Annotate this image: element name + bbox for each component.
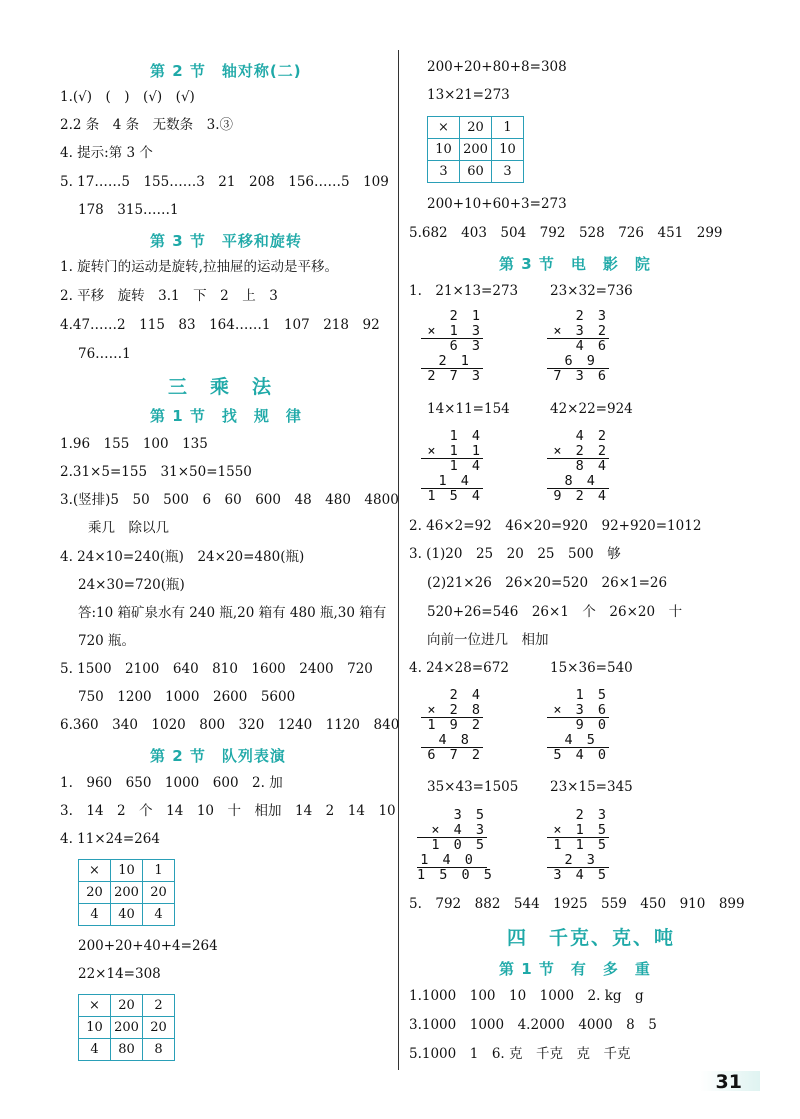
vm-row: 1 4 xyxy=(438,472,483,489)
vm-row: 1 5 0 5 xyxy=(417,867,495,883)
vm-row: 6 9 xyxy=(564,352,609,369)
vm-row: × 2 2 xyxy=(553,442,609,459)
grid-cell: 20 xyxy=(79,882,111,904)
vertical-multiplication xyxy=(421,688,483,763)
answer-line: 720 瓶。 xyxy=(78,633,136,649)
grid-cell: 20 xyxy=(143,1017,175,1039)
vm-row: × 4 3 xyxy=(431,821,487,838)
vm-row: 2 3 xyxy=(575,308,609,324)
answer-line: 2. 平移 旋转 3.1 下 2 上 3 xyxy=(60,288,278,304)
grid-cell: 2 xyxy=(143,995,175,1017)
grid-cell: × xyxy=(79,995,111,1017)
grid-cell: 20 xyxy=(460,117,492,139)
answer-line: 3. (1)20 25 20 25 500 够 xyxy=(409,546,621,562)
section-heading: 第 3 节 电 影 院 xyxy=(499,255,651,273)
vm-row: 1 4 xyxy=(449,428,483,444)
answer-line: 14×11=154 xyxy=(427,401,510,417)
answer-line: 答:10 箱矿泉水有 240 瓶,20 箱有 480 瓶,30 箱有 xyxy=(78,605,387,621)
answer-line: (2)21×26 26×20=520 26×1=26 xyxy=(427,575,668,591)
vm-row: 1 1 5 xyxy=(553,837,609,853)
answer-line: 2. 46×2=92 46×20=920 92+920=1012 xyxy=(409,518,702,534)
vm-row: × 1 5 xyxy=(553,821,609,838)
answer-line: 1. 旋转门的运动是旋转,拉抽屉的运动是平移。 xyxy=(60,259,338,275)
answer-line: 5.682 403 504 792 528 726 451 299 xyxy=(409,225,723,241)
grid-cell: 20 xyxy=(111,995,143,1017)
vertical-multiplication xyxy=(547,808,609,883)
answer-line: 1. 21×13=273 xyxy=(409,283,519,299)
answer-line: 5. 17……5 155……3 21 208 156……5 109 xyxy=(60,174,389,190)
grid-cell: 200 xyxy=(111,1017,143,1039)
vm-row: 1 5 xyxy=(575,687,609,703)
vm-row: 2 7 3 xyxy=(427,368,483,384)
chapter-heading: 三 乘 法 xyxy=(168,376,274,398)
answer-line: 3.1000 1000 4.2000 4000 8 5 xyxy=(409,1017,657,1033)
grid-cell: 1 xyxy=(492,117,524,139)
vm-row: 4 6 xyxy=(575,338,609,354)
multiplication-grid xyxy=(427,116,524,183)
grid-cell: 4 xyxy=(79,904,111,926)
section-heading: 第 1 节 找 规 律 xyxy=(150,407,302,425)
grid-cell: 10 xyxy=(492,139,524,161)
multiplication-grid xyxy=(78,994,175,1061)
page-number: 31 xyxy=(715,1071,742,1093)
answer-line: 3.(竖排)5 50 500 6 60 600 48 480 4800 xyxy=(60,492,399,508)
grid-cell: 20 xyxy=(143,882,175,904)
answer-line: 4. 提示:第 3 个 xyxy=(60,145,153,161)
answer-line: 5.1000 1 6. 克 千克 克 千克 xyxy=(409,1046,631,1062)
chapter-heading: 四 千克、克、吨 xyxy=(507,927,676,949)
answer-line: 23×32=736 xyxy=(550,283,633,299)
answer-line: 1.1000 100 10 1000 2. kg g xyxy=(409,988,644,1004)
answer-line: 750 1200 1000 2600 5600 xyxy=(78,689,296,705)
vm-row: 8 4 xyxy=(575,458,609,474)
grid-cell: 3 xyxy=(428,161,460,183)
vm-row: 2 3 xyxy=(575,807,609,823)
vm-row: 7 3 6 xyxy=(553,368,609,384)
vm-row: 2 4 xyxy=(449,687,483,703)
vertical-multiplication xyxy=(421,309,483,384)
answer-line: 4.47……2 115 83 164……1 107 218 92 xyxy=(60,317,380,333)
vm-row: × 1 1 xyxy=(427,442,483,459)
answer-line: 乘几 除以几 xyxy=(88,520,169,536)
answer-line: 6.360 340 1020 800 320 1240 1120 840 xyxy=(60,717,400,733)
answer-line: 520+26=546 26×1 个 26×20 十 xyxy=(427,604,683,620)
answer-line: 1. 960 650 1000 600 2. 加 xyxy=(60,775,283,791)
vm-row: × 1 3 xyxy=(427,322,483,339)
vm-row: × 2 8 xyxy=(427,701,483,718)
vm-row: × 3 6 xyxy=(553,701,609,718)
vm-row: 3 5 xyxy=(453,807,487,823)
vertical-multiplication xyxy=(547,429,609,504)
vm-row: 2 3 xyxy=(564,851,609,868)
grid-cell: 200 xyxy=(111,882,143,904)
vm-row: 5 4 0 xyxy=(553,747,609,763)
answer-line: 3. 14 2 个 14 10 十 相加 14 2 14 10 xyxy=(60,803,396,819)
answer-line: 1.(√) ( ) (√) (√) xyxy=(60,89,195,105)
grid-cell: 10 xyxy=(428,139,460,161)
vm-row: 1 4 0 xyxy=(420,851,487,868)
grid-cell: 40 xyxy=(111,904,143,926)
answer-line: 2.2 条 4 条 无数条 3.③ xyxy=(60,117,234,133)
vm-row: 1 4 xyxy=(449,458,483,474)
answer-line: 5. 1500 2100 640 810 1600 2400 720 xyxy=(60,661,373,677)
answer-line: 35×43=1505 xyxy=(427,779,519,795)
answer-line: 200+20+40+4=264 xyxy=(78,938,218,954)
answer-line: 200+20+80+8=308 xyxy=(427,59,567,75)
answer-line: 76……1 xyxy=(78,346,131,362)
vertical-multiplication xyxy=(547,309,609,384)
section-heading: 第 2 节 轴对称(二) xyxy=(150,62,302,80)
answer-line: 4. 24×28=672 xyxy=(409,660,509,676)
vertical-multiplication xyxy=(547,688,609,763)
vm-row: 8 4 xyxy=(564,472,609,489)
grid-cell: 60 xyxy=(460,161,492,183)
answer-line: 2.31×5=155 31×50=1550 xyxy=(60,464,252,480)
grid-cell: 80 xyxy=(111,1039,143,1061)
vm-row: 1 5 4 xyxy=(427,488,483,504)
vm-row: 4 5 xyxy=(564,731,609,748)
vm-row: 1 9 2 xyxy=(427,717,483,733)
column-divider xyxy=(398,50,399,1070)
answer-line: 42×22=924 xyxy=(550,401,633,417)
section-heading: 第 1 节 有 多 重 xyxy=(499,960,651,978)
grid-cell: 1 xyxy=(143,860,175,882)
grid-cell: 10 xyxy=(79,1017,111,1039)
vertical-multiplication xyxy=(417,807,495,883)
vertical-multiplication xyxy=(421,429,483,504)
answer-line: 178 315……1 xyxy=(78,202,179,218)
answer-line: 4. 24×10=240(瓶) 24×20=480(瓶) xyxy=(60,549,305,565)
grid-cell: 200 xyxy=(460,139,492,161)
section-heading: 第 2 节 队列表演 xyxy=(150,747,286,765)
answer-line: 13×21=273 xyxy=(427,87,510,103)
grid-cell: × xyxy=(428,117,460,139)
vm-row: 2 1 xyxy=(438,352,483,369)
vm-row: × 3 2 xyxy=(553,322,609,339)
grid-cell: 4 xyxy=(143,904,175,926)
multiplication-grid xyxy=(78,859,175,926)
vm-row: 6 3 xyxy=(449,338,483,354)
vm-row: 9 0 xyxy=(575,717,609,733)
vm-row: 2 1 xyxy=(449,308,483,324)
grid-cell: 3 xyxy=(492,161,524,183)
answer-line: 23×15=345 xyxy=(550,779,633,795)
vm-row: 3 4 5 xyxy=(553,867,609,883)
vm-row: 4 2 xyxy=(575,428,609,444)
vm-row: 9 2 4 xyxy=(553,488,609,504)
vm-row: 1 0 5 xyxy=(431,837,487,853)
grid-cell: 4 xyxy=(79,1039,111,1061)
answer-line: 1.96 155 100 135 xyxy=(60,436,208,452)
answer-line: 22×14=308 xyxy=(78,966,161,982)
answer-line: 5. 792 882 544 1925 559 450 910 899 xyxy=(409,896,745,912)
answer-line: 4. 11×24=264 xyxy=(60,831,160,847)
section-heading: 第 3 节 平移和旋转 xyxy=(150,232,302,250)
answer-line: 24×30=720(瓶) xyxy=(78,577,185,593)
grid-cell: 8 xyxy=(143,1039,175,1061)
answer-line: 200+10+60+3=273 xyxy=(427,196,567,212)
grid-cell: 10 xyxy=(111,860,143,882)
answer-line: 15×36=540 xyxy=(550,660,633,676)
grid-cell: × xyxy=(79,860,111,882)
answer-line: 向前一位进几 相加 xyxy=(427,632,549,648)
vm-row: 4 8 xyxy=(438,731,483,748)
vm-row: 6 7 2 xyxy=(427,747,483,763)
